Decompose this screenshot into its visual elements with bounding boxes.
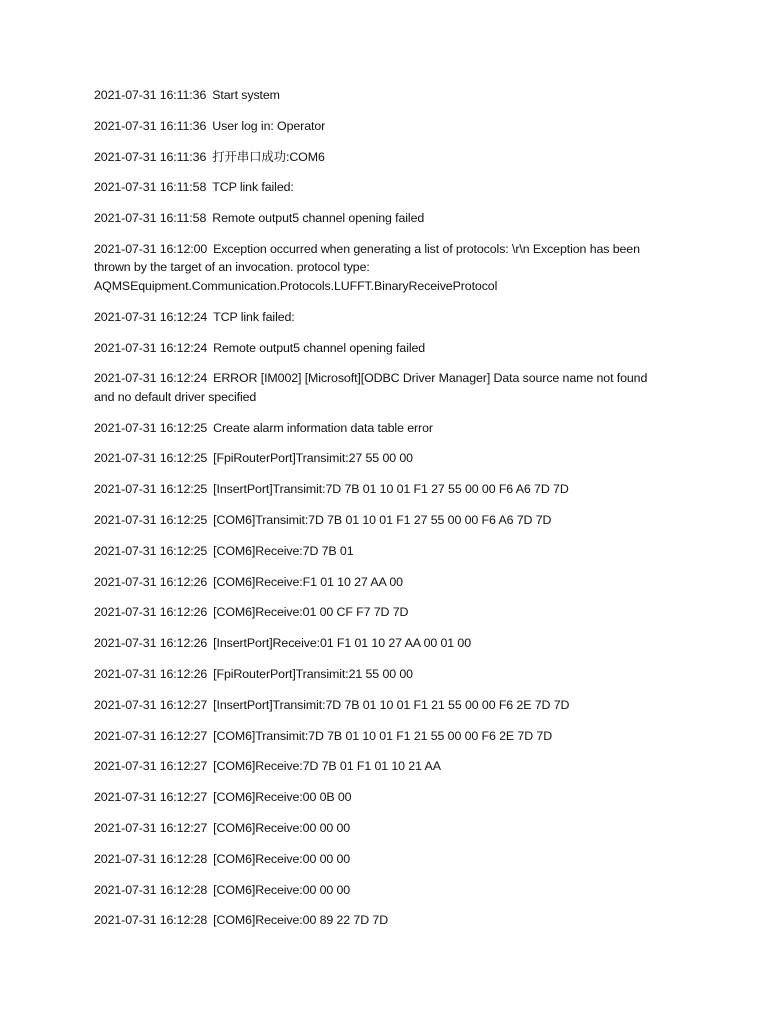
log-list (94, 86, 654, 942)
log-entry (94, 511, 654, 530)
log-timestamp: 2021-07-31 16:12:27 (94, 759, 208, 774)
log-message: [InsertPort]Transimit:7D 7B 01 10 01 F1 27 55 00 00 F6 A6 7D 7D (213, 482, 569, 497)
log-entry (94, 603, 654, 622)
log-entry (94, 881, 654, 900)
log-timestamp: 2021-07-31 16:12:27 (94, 790, 208, 805)
log-timestamp: 2021-07-31 16:12:25 (94, 420, 208, 435)
log-timestamp: 2021-07-31 16:11:58 (94, 211, 207, 226)
log-timestamp: 2021-07-31 16:12:25 (94, 482, 208, 497)
log-message: [COM6]Receive:7D 7B 01 F1 01 10 21 AA (213, 759, 441, 774)
log-timestamp: 2021-07-31 16:12:25 (94, 543, 208, 558)
log-timestamp: 2021-07-31 16:12:27 (94, 697, 208, 712)
log-timestamp: 2021-07-31 16:12:26 (94, 605, 208, 620)
log-message: Start system (212, 88, 280, 102)
log-message: [COM6]Receive:00 00 00 (213, 882, 351, 897)
log-entry (94, 573, 654, 592)
log-message: [COM6]Receive:F1 01 10 27 AA 00 (213, 574, 403, 589)
log-entry (94, 419, 654, 438)
log-message: [COM6]Transimit:7D 7B 01 10 01 F1 27 55 00 00 F6 A6 7D 7D (213, 513, 552, 528)
log-message: TCP link failed: (213, 309, 295, 324)
log-entry (94, 819, 654, 838)
log-entry (94, 86, 654, 105)
log-message: [COM6]Receive:7D 7B 01 (213, 543, 354, 558)
log-message: [InsertPort]Receive:01 F1 01 10 27 AA 00 01 00 (213, 636, 471, 651)
log-timestamp: 2021-07-31 16:12:28 (94, 851, 208, 866)
log-message: Remote output5 channel opening failed (213, 340, 426, 355)
log-entry (94, 449, 654, 468)
log-timestamp: 2021-07-31 16:12:24 (94, 371, 208, 386)
log-entry (94, 240, 654, 296)
log-timestamp: 2021-07-31 16:12:24 (94, 309, 208, 324)
log-message: TCP link failed: (212, 180, 294, 195)
log-entry (94, 542, 654, 561)
log-message: Exception occurred when generating a list of protocols: \r\n Exception has been thrown by the target of an invocation. protocol type: AQMSEquipment.Communication.Protocols.LUFFT.BinaryReceiveProtocol (94, 241, 640, 293)
log-timestamp: 2021-07-31 16:11:58 (94, 180, 207, 195)
log-message: Remote output5 channel opening failed (212, 211, 425, 226)
log-entry (94, 178, 654, 197)
log-message: [InsertPort]Transimit:7D 7B 01 10 01 F1 21 55 00 00 F6 2E 7D 7D (213, 697, 570, 712)
log-message: [COM6]Receive:00 00 00 (213, 821, 351, 836)
log-timestamp: 2021-07-31 16:12:27 (94, 821, 208, 836)
log-entry (94, 696, 654, 715)
log-entry (94, 911, 654, 930)
log-message: [COM6]Receive:00 00 00 (213, 851, 351, 866)
log-timestamp: 2021-07-31 16:12:26 (94, 574, 208, 589)
log-timestamp: 2021-07-31 16:12:28 (94, 913, 208, 928)
log-timestamp: 2021-07-31 16:12:26 (94, 667, 208, 682)
log-entry (94, 369, 654, 406)
log-message: [FpiRouterPort]Transimit:21 55 00 00 (213, 667, 413, 682)
log-timestamp: 2021-07-31 16:12:00 (94, 241, 208, 256)
log-entry (94, 788, 654, 807)
log-timestamp: 2021-07-31 16:12:26 (94, 636, 208, 651)
log-entry (94, 757, 654, 776)
log-entry (94, 339, 654, 358)
log-message: Create alarm information data table error (213, 420, 433, 435)
log-entry (94, 480, 654, 499)
log-timestamp: 2021-07-31 16:11:36 (94, 88, 207, 102)
log-message: ERROR [IM002] [Microsoft][ODBC Driver Manager] Data source name not found and no default driver specified (94, 371, 648, 404)
log-message: [FpiRouterPort]Transimit:27 55 00 00 (213, 451, 413, 466)
log-timestamp: 2021-07-31 16:12:25 (94, 513, 208, 528)
log-message: User log in: Operator (212, 118, 326, 133)
log-entry (94, 148, 654, 167)
log-entry (94, 850, 654, 869)
log-timestamp: 2021-07-31 16:12:27 (94, 728, 208, 743)
log-timestamp: 2021-07-31 16:12:25 (94, 451, 208, 466)
log-entry (94, 209, 654, 228)
log-entry (94, 634, 654, 653)
log-message: [COM6]Transimit:7D 7B 01 10 01 F1 21 55 00 00 F6 2E 7D 7D (213, 728, 553, 743)
log-timestamp: 2021-07-31 16:12:28 (94, 882, 208, 897)
log-timestamp: 2021-07-31 16:11:36 (94, 149, 207, 164)
log-entry (94, 117, 654, 136)
log-message: 打开串口成功:COM6 (212, 149, 325, 164)
log-message: [COM6]Receive:00 0B 00 (213, 790, 352, 805)
log-timestamp: 2021-07-31 16:11:36 (94, 118, 207, 133)
log-entry (94, 665, 654, 684)
log-timestamp: 2021-07-31 16:12:24 (94, 340, 208, 355)
log-message: [COM6]Receive:00 89 22 7D 7D (213, 913, 389, 928)
log-entry (94, 308, 654, 327)
log-message: [COM6]Receive:01 00 CF F7 7D 7D (213, 605, 409, 620)
log-entry (94, 727, 654, 746)
